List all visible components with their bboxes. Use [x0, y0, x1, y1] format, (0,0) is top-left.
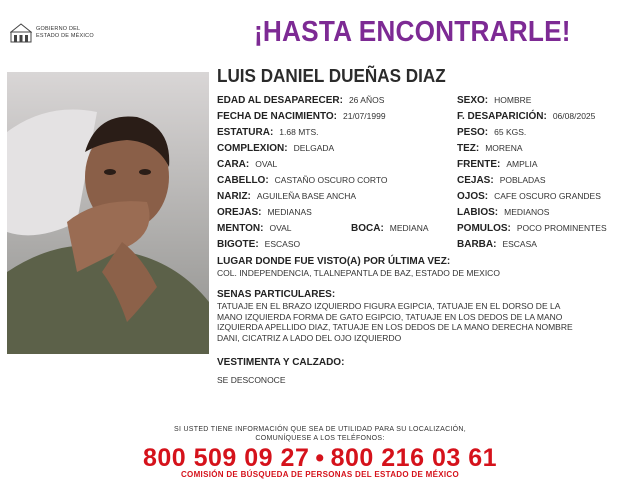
phone-separator: •: [315, 444, 325, 472]
banner-title: ¡HASTA ENCONTRARLE!: [254, 16, 571, 48]
phone-2: 800 216 03 61: [330, 444, 498, 472]
field-complexion: COMPLEXION: DELGADA: [217, 143, 335, 154]
field-edad: EDAD AL DESAPARECER: 26 AÑOS: [217, 95, 385, 106]
senas-title: SENAS PARTICULARES:: [217, 289, 336, 300]
field-cara: CARA: OVAL: [217, 159, 278, 170]
person-photo-illustration: [7, 72, 209, 354]
info-line-2: COMUNÍQUESE A LOS TELÉFONOS:: [255, 435, 385, 442]
field-frente: FRENTE: AMPLIA: [457, 159, 538, 170]
field-peso: PESO: 65 KGS.: [457, 127, 527, 138]
vestimenta-text: SE DESCONOCE: [217, 375, 286, 385]
commission-name: COMISIÓN DE BÚSQUEDA DE PERSONAS DEL ESTADO DE MÉXICO: [180, 470, 459, 479]
field-ojos: OJOS: CAFE OSCURO GRANDES: [457, 191, 601, 202]
vestimenta-title: VESTIMENTA Y CALZADO:: [217, 357, 345, 368]
field-cejas: CEJAS: POBLADAS: [457, 175, 546, 186]
field-fecha-nacimiento: FECHA DE NACIMIENTO: 21/07/1999: [217, 111, 386, 122]
missing-person-photo: [7, 72, 209, 354]
lugar-title: LUGAR DONDE FUE VISTO(A) POR ÚLTIMA VEZ:: [217, 256, 451, 267]
field-barba: BARBA: ESCASA: [457, 239, 537, 250]
state-seal-icon: [10, 23, 32, 43]
field-boca: BOCA: MEDIANA: [351, 223, 429, 234]
field-cabello: CABELLO: CASTAÑO OSCURO CORTO: [217, 175, 388, 186]
field-menton: MENTON: OVAL: [217, 223, 292, 234]
field-orejas: OREJAS: MEDIANAS: [217, 207, 312, 218]
field-labios: LABIOS: MEDIANOS: [457, 207, 550, 218]
person-name: LUIS DANIEL DUEÑAS DIAZ: [217, 66, 446, 86]
senas-text: TATUAJE EN EL BRAZO IZQUIERDO FIGURA EGIPCIA, TATUAJE EN EL DORSO DE LA MANO IZQUIERDA FORMA DE GATO EGIPCIO, TATUAJE EN LOS DEDOS DE LA MANO IZQUIERDA APELLIDO DIAZ, TATUAJE EN LOS DEDOS DE LA MANO DERECHA NOMBRE DANI, CICATRIZ A LADO DEL OJO IZQUIERDO: [217, 301, 573, 343]
government-logo: [10, 22, 120, 44]
info-line-1: SI USTED TIENE INFORMACIÓN QUE SEA DE UTILIDAD PARA SU LOCALIZACIÓN,: [173, 426, 467, 433]
phone-numbers: [0, 444, 640, 473]
field-sexo: SEXO: HOMBRE: [457, 95, 532, 106]
field-bigote: BIGOTE: ESCASO: [217, 239, 301, 250]
logo-text: GOBIERNO DEL ESTADO DE MÉXICO: [36, 26, 94, 39]
phone-1: 800 509 09 27: [142, 444, 310, 472]
field-nariz: NARIZ: AGUILEÑA BASE ANCHA: [217, 191, 357, 202]
field-pomulos: POMULOS: POCO PROMINENTES: [457, 223, 607, 234]
field-estatura: ESTATURA: 1.68 MTS.: [217, 127, 319, 138]
field-f-desaparicion: F. DESAPARICIÓN: 06/08/2025: [457, 111, 596, 122]
field-tez: TEZ: MORENA: [457, 143, 523, 154]
lugar-text: COL. INDEPENDENCIA, TLALNEPANTLA DE BAZ, ESTADO DE MEXICO: [217, 268, 500, 278]
